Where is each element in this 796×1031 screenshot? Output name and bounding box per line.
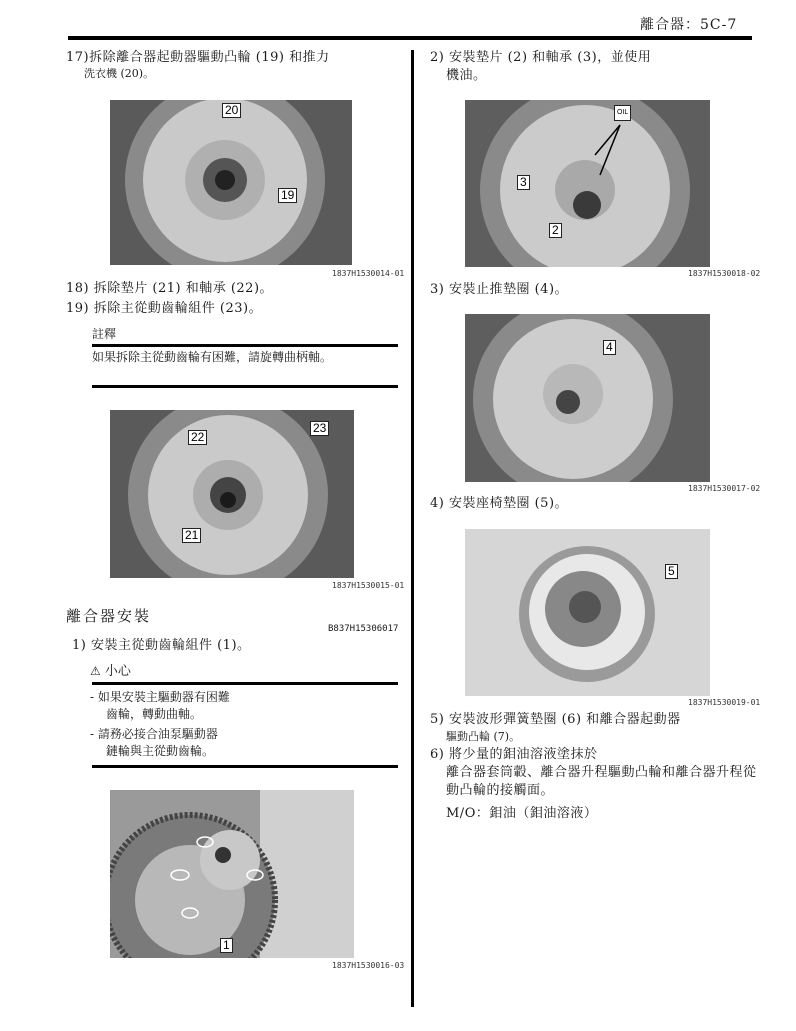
callout-5: 5 <box>665 564 678 579</box>
callout-19: 19 <box>278 188 297 203</box>
figure-code-6: 1837H1530019-01 <box>688 698 761 707</box>
note-label: 註釋 <box>92 327 117 341</box>
caution-label: 小心 <box>104 664 131 679</box>
callout-21: 21 <box>182 528 201 543</box>
oil-can-icon: OIL <box>614 105 631 121</box>
caution-rule-bottom <box>92 765 398 768</box>
install-step-6-line2: 離合器套筒轂、離合器升程驅動凸輪和離合器升程從 <box>446 765 757 780</box>
install-step-3: 3) 安裝止推墊圈 (4)。 <box>430 282 569 297</box>
figure-code-4: 1837H1530018-02 <box>688 269 761 278</box>
callout-2: 2 <box>549 223 562 238</box>
section-title-clutch-install: 離合器安裝 <box>66 607 152 625</box>
caution-item-2-line2: 鏈輪與主從動齒輪。 <box>106 744 215 758</box>
callout-23: 23 <box>310 421 329 436</box>
note-text: 如果拆除主從動齒輪有困難，請旋轉曲柄軸。 <box>92 350 333 364</box>
note-rule-top <box>92 344 398 347</box>
install-step-2-line1: 2) 安裝墊片 (2) 和軸承 (3)，並使用 <box>430 50 652 65</box>
primary-gear-illustration <box>110 790 354 958</box>
step-18: 18) 拆除墊片 (21) 和軸承 (22)。 <box>66 281 274 296</box>
install-step-6-line3: 動凸輪的接觸面。 <box>446 783 555 798</box>
caution-header <box>90 660 131 679</box>
install-step-4: 4) 安裝座椅墊圈 (5)。 <box>430 496 569 511</box>
section-code: B837H15306017 <box>328 624 399 634</box>
callout-3: 3 <box>517 175 530 190</box>
callout-20: 20 <box>222 103 241 118</box>
figure-bearing-photo <box>465 100 710 267</box>
install-step-6-line1: 6) 將少量的鉬油溶液塗抹於 <box>430 747 598 762</box>
callout-1: 1 <box>220 938 233 953</box>
install-step-5-line2: 驅動凸輪 (7)。 <box>446 730 521 743</box>
lubricant-spec: M/O：鉬油（鉬油溶液） <box>446 806 598 821</box>
column-divider <box>411 50 414 1007</box>
step-19: 19) 拆除主從動齒輪組件 (23)。 <box>66 301 263 316</box>
figure-clutch-hub-photo-1 <box>110 100 352 265</box>
figure-code-1: 1837H1530014-01 <box>332 269 405 278</box>
clutch-hub-illustration <box>465 314 710 482</box>
figure-code-3: 1837H1530016-03 <box>332 961 405 970</box>
install-step-1: 1) 安裝主從動齒輪組件 (1)。 <box>72 638 251 653</box>
figure-code-2: 1837H1530015-01 <box>332 581 405 590</box>
callout-4: 4 <box>603 340 616 355</box>
figure-primary-gear-photo <box>110 790 354 958</box>
clutch-hub-illustration <box>110 100 352 265</box>
figure-seat-washer-photo <box>465 529 710 696</box>
figure-clutch-hub-photo-2 <box>110 410 354 578</box>
caution-item-1-line1: - 如果安裝主驅動器有困難 <box>90 690 230 704</box>
caution-item-1-line2: 齒輪，轉動曲軸。 <box>106 707 203 721</box>
step-17-line2: 洗衣機 (20)。 <box>84 67 155 80</box>
clutch-cam-illustration <box>465 529 710 696</box>
step-17-line1: 17)拆除離合器起動器驅動凸輪 (19) 和推力 <box>66 50 330 65</box>
page-header-title: 離合器：5C-7 <box>640 17 738 33</box>
figure-code-5: 1837H1530017-02 <box>688 484 761 493</box>
figure-thrust-washer-photo <box>465 314 710 482</box>
install-step-2-line2: 機油。 <box>446 68 487 83</box>
callout-22: 22 <box>188 430 207 445</box>
install-step-5-line1: 5) 安裝波形彈簧墊圈 (6) 和離合器起動器 <box>430 712 681 727</box>
warning-triangle-icon: ⚠ <box>90 664 101 678</box>
caution-item-2-line1: - 請務必接合油泵驅動器 <box>90 727 218 741</box>
clutch-hub-illustration <box>465 100 710 267</box>
caution-rule-top <box>92 682 398 685</box>
header-rule <box>68 36 752 40</box>
note-rule-bottom <box>92 385 398 388</box>
